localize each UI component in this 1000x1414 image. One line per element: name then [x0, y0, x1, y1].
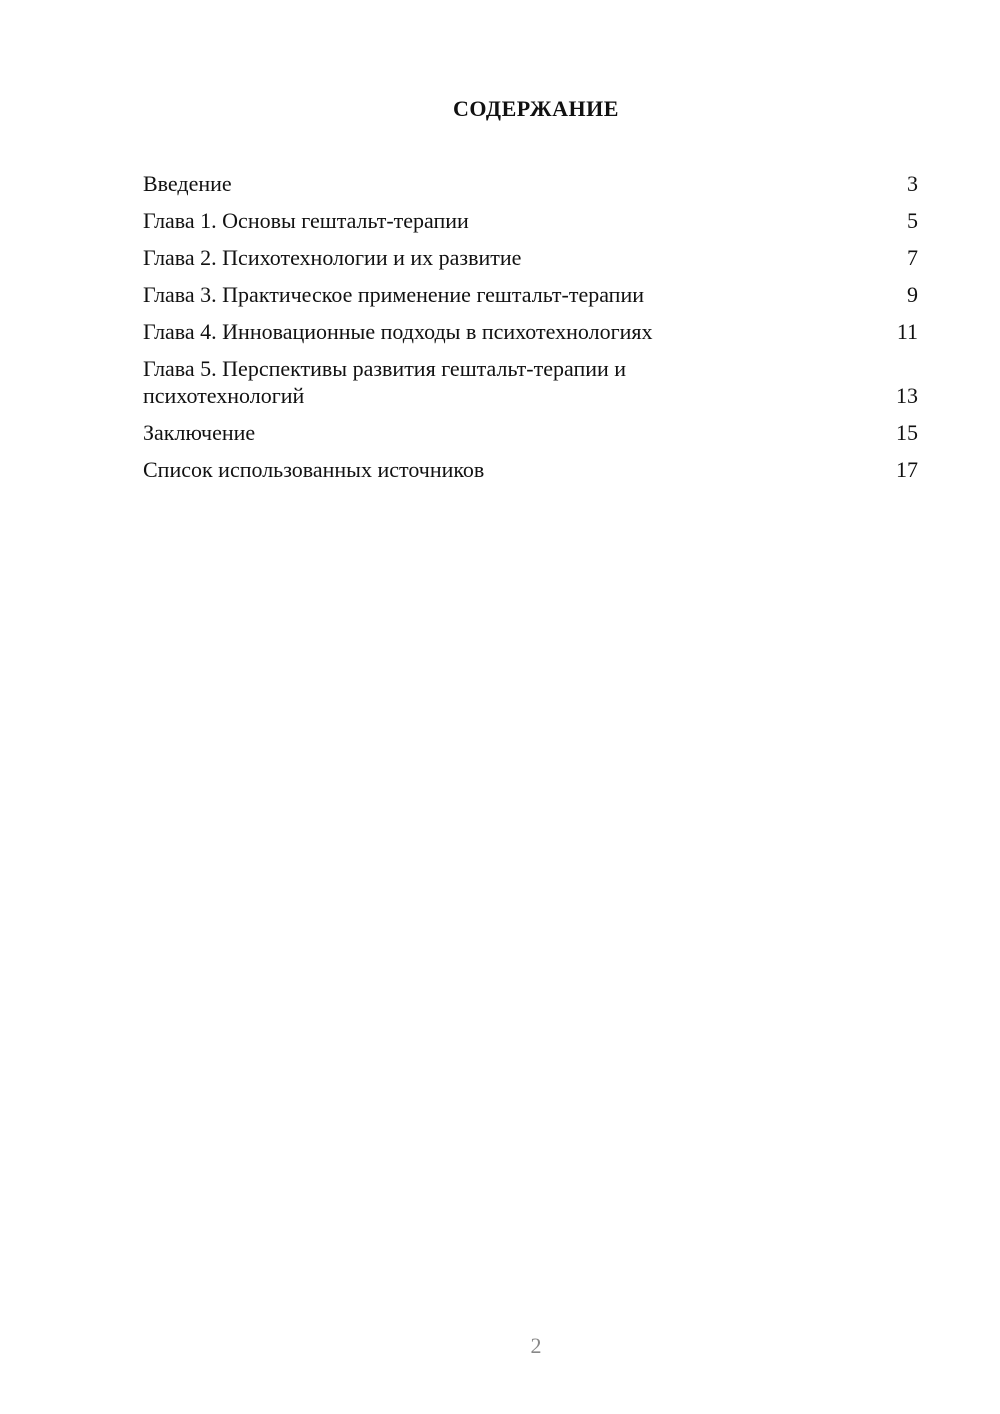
toc-entry-introduction — [143, 170, 918, 197]
toc-entry-page: 17 — [896, 457, 918, 482]
toc-entry-label: Глава 4. Инновационные подходы в психотехнологиях — [143, 319, 653, 344]
toc-entry-conclusion — [143, 419, 918, 446]
toc-entry-page: 11 — [896, 319, 918, 344]
toc-entry-label: Глава 2. Психотехнологии и их развитие — [143, 245, 522, 270]
toc-entry-label: Заключение — [143, 420, 256, 445]
toc-list — [143, 170, 918, 493]
toc-entry-label: Список использованных источников — [143, 457, 485, 482]
toc-entry-chapter-5 — [143, 355, 918, 409]
toc-entry-label: Глава 5. Перспективы развития гештальт-терапии и психотехнологий — [143, 356, 627, 408]
toc-entry-page: 5 — [907, 208, 918, 233]
toc-entry-label: Глава 3. Практическое применение гештальт-терапии — [143, 282, 645, 307]
toc-entry-page: 3 — [907, 171, 918, 196]
toc-entry-chapter-4 — [143, 318, 918, 345]
toc-entry-chapter-1 — [143, 207, 918, 234]
toc-title: СОДЕРЖАНИЕ — [453, 96, 619, 121]
toc-entry-page: 9 — [907, 282, 918, 307]
page-number: 2 — [530, 1333, 542, 1358]
toc-entry-page: 15 — [896, 420, 918, 445]
toc-entry-chapter-2 — [143, 244, 918, 271]
toc-entry-page: 13 — [896, 383, 918, 408]
toc-entry-chapter-3 — [143, 281, 918, 308]
toc-entry-references — [143, 456, 918, 483]
toc-entry-label: Глава 1. Основы гештальт-терапии — [143, 208, 469, 233]
toc-entry-page: 7 — [907, 245, 918, 270]
toc-entry-label: Введение — [143, 171, 232, 196]
